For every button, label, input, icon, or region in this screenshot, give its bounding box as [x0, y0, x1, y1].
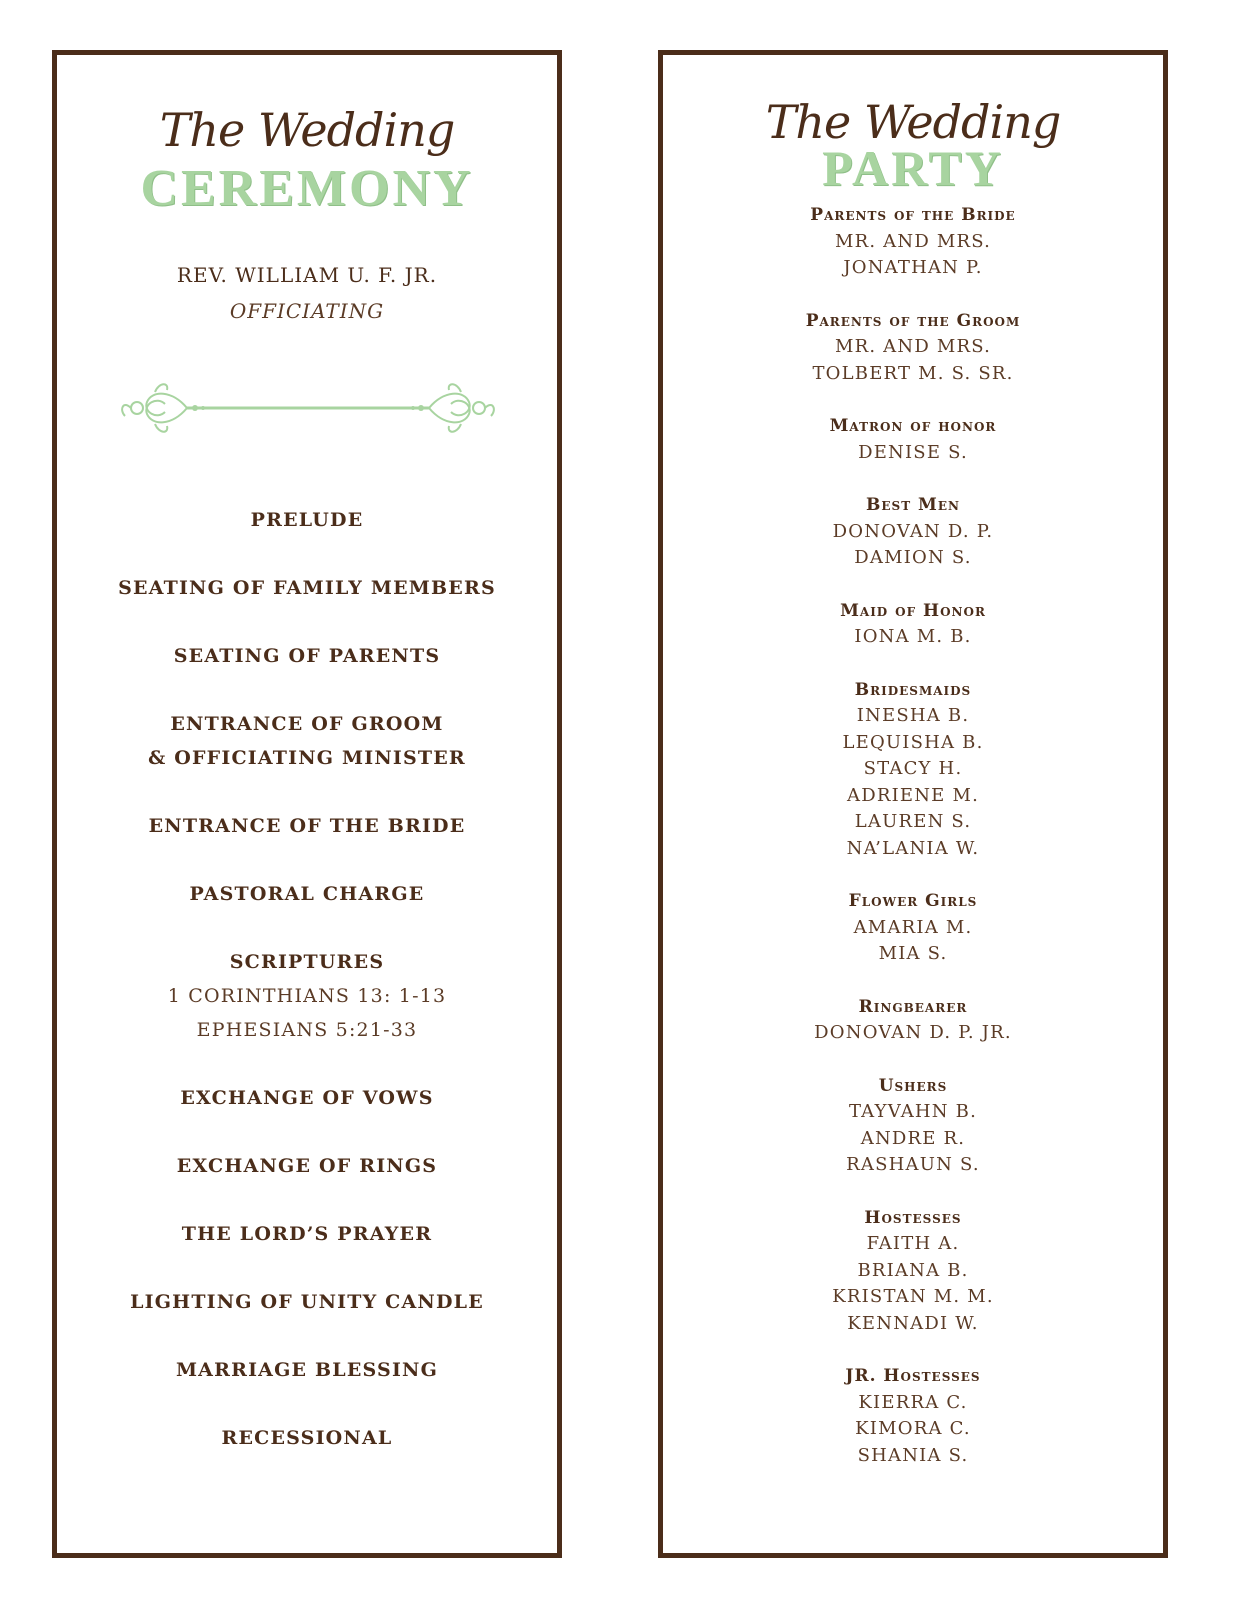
ceremony-program	[57, 503, 557, 1489]
party-member-name: INESHA B.	[856, 705, 970, 726]
party-group	[663, 994, 1163, 1047]
party-group-heading: Maid of Honor	[840, 600, 986, 621]
party-group	[663, 677, 1163, 863]
party-member-name: MIA S.	[878, 943, 948, 964]
party-group	[663, 202, 1163, 282]
officiant-role: OFFICIATING	[229, 299, 385, 323]
party-member-name: RASHAUN S.	[846, 1154, 980, 1175]
scripture-reference: 1 CORINTHIANS 13: 1-13	[167, 985, 447, 1007]
party-member-name: JONATHAN P.	[843, 257, 983, 278]
program-item: PRELUDE	[250, 509, 364, 531]
program-item: SEATING OF FAMILY MEMBERS	[118, 577, 496, 599]
officiant-block	[57, 263, 557, 323]
party-member-name: KIMORA C.	[855, 1418, 971, 1439]
party-group-heading: Ringbearer	[858, 996, 968, 1017]
party-member-name: TAYVAHN B.	[848, 1101, 978, 1122]
ceremony-script-title: The Wedding	[159, 103, 455, 157]
party-member-name: TOLBERT M. S. SR.	[812, 362, 1014, 384]
program-item: PASTORAL CHARGE	[189, 883, 425, 905]
program-item: EXCHANGE OF RINGS	[176, 1155, 438, 1177]
party-member-name: ADRIENE M.	[847, 784, 979, 806]
party-group-heading: JR. Hostesses	[845, 1366, 981, 1386]
program-item: THE LORD’S PRAYER	[181, 1223, 433, 1245]
program-item: MARRIAGE BLESSING	[175, 1359, 439, 1381]
ceremony-panel	[52, 50, 562, 1558]
party-member-name: LAUREN S.	[854, 811, 972, 832]
officiant-name: REV. WILLIAM U. F. JR.	[176, 263, 438, 287]
party-group	[663, 598, 1163, 651]
program-item: ENTRANCE OF GROOM & OFFICIATING MINISTER	[148, 713, 466, 769]
party-member-name: STACY H.	[863, 758, 963, 779]
party-member-name: DONOVAN D. P. JR.	[814, 1022, 1012, 1043]
flourish-divider-icon	[117, 380, 499, 440]
party-member-name: MR. AND MRS.	[834, 230, 992, 252]
party-member-name: DAMION S.	[854, 547, 972, 568]
party-member-name: KENNADI W.	[847, 1312, 979, 1334]
ceremony-title: CEREMONY	[140, 160, 474, 217]
party-group-heading: Flower Girls	[848, 891, 978, 911]
party-member-name: BRIANA B.	[857, 1259, 969, 1281]
party-member-name: AMARIA M.	[853, 916, 973, 938]
party-script-title: The Wedding	[765, 95, 1061, 149]
program-item: LIGHTING OF UNITY CANDLE	[130, 1291, 484, 1313]
party-member-name: KRISTAN M. M.	[832, 1286, 994, 1307]
party-member-name: KIERRA C.	[858, 1391, 968, 1413]
party-list	[663, 202, 1163, 1495]
party-member-name: DENISE S.	[858, 441, 968, 463]
party-group-heading: Matron of honor	[829, 416, 997, 436]
party-title: PARTY	[822, 140, 1004, 196]
scripture-reference: EPHESIANS 5:21-33	[196, 1019, 418, 1041]
party-group	[663, 308, 1163, 388]
party-group-heading: Parents of the Bride	[810, 205, 1016, 225]
party-group-heading: Bridesmaids	[854, 679, 972, 700]
party-group	[663, 1363, 1163, 1469]
program-item: ENTRANCE OF THE BRIDE	[148, 815, 466, 837]
program-item: RECESSIONAL	[221, 1427, 393, 1449]
party-group	[663, 888, 1163, 968]
party-member-name: NA’LANIA W.	[846, 837, 980, 859]
party-group-heading: Hostesses	[864, 1207, 962, 1228]
party-member-name: FAITH A.	[866, 1233, 960, 1254]
program-item-scriptures: SCRIPTURES 1 CORINTHIANS 13: 1-13 EPHESIANS 5:21-33	[57, 945, 557, 1047]
party-member-name: SHANIA S.	[857, 1444, 969, 1466]
party-group	[663, 1205, 1163, 1338]
party-member-name: MR. AND MRS.	[834, 336, 992, 357]
party-member-name: DONOVAN D. P.	[832, 520, 994, 542]
party-group-heading: Ushers	[878, 1075, 948, 1096]
party-member-name: IONA M. B.	[854, 626, 972, 647]
program-item: SEATING OF PARENTS	[173, 645, 441, 667]
program-item: EXCHANGE OF VOWS	[180, 1087, 434, 1109]
party-panel	[658, 50, 1168, 1558]
party-group	[663, 413, 1163, 466]
party-group-heading: Parents of the Groom	[805, 310, 1021, 331]
party-group	[663, 1073, 1163, 1179]
party-group	[663, 492, 1163, 572]
party-member-name: LEQUISHA B.	[842, 731, 984, 753]
party-member-name: ANDRE R.	[860, 1127, 966, 1149]
party-group-heading: Best Men	[866, 495, 960, 515]
